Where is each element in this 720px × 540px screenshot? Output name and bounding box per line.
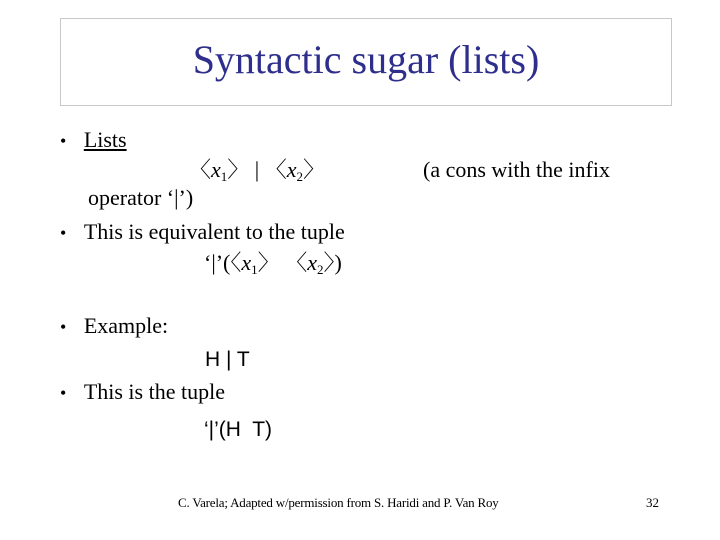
equivalent-text: This is equivalent to the tuple	[83, 219, 345, 244]
example-code: H | T	[205, 348, 250, 371]
slide-title: Syntactic sugar (lists)	[192, 36, 540, 82]
page-number: 32	[646, 495, 659, 510]
bullet-equivalent	[60, 219, 345, 246]
cons-note: (a cons with the infix	[423, 157, 610, 182]
title-box	[60, 18, 672, 106]
bullet-lists	[60, 127, 127, 154]
bullet-marker: •	[60, 131, 67, 151]
cons-expression: 〈$x_1$〉 | 〈$x_2$〉	[189, 157, 325, 184]
cons-note-continued: operator ‘|’)	[88, 185, 194, 210]
footer-credit: C. Varela; Adapted w/permission from S. Haridi and P. Van Roy	[178, 495, 499, 510]
bullet-tuple	[60, 379, 225, 406]
tuple-code: ‘|’(H T)	[204, 418, 273, 441]
bullet-example	[60, 313, 168, 340]
tuple-text: This is the tuple	[83, 379, 225, 404]
tuple-expression: ‘|’(〈$x_1$〉 〈$x_2$〉)	[204, 250, 342, 277]
bullet-marker: •	[60, 317, 67, 337]
example-label: Example:	[83, 313, 169, 338]
bullet-marker: •	[60, 223, 67, 243]
lists-label: Lists	[83, 127, 127, 152]
bullet-marker: •	[60, 383, 67, 403]
